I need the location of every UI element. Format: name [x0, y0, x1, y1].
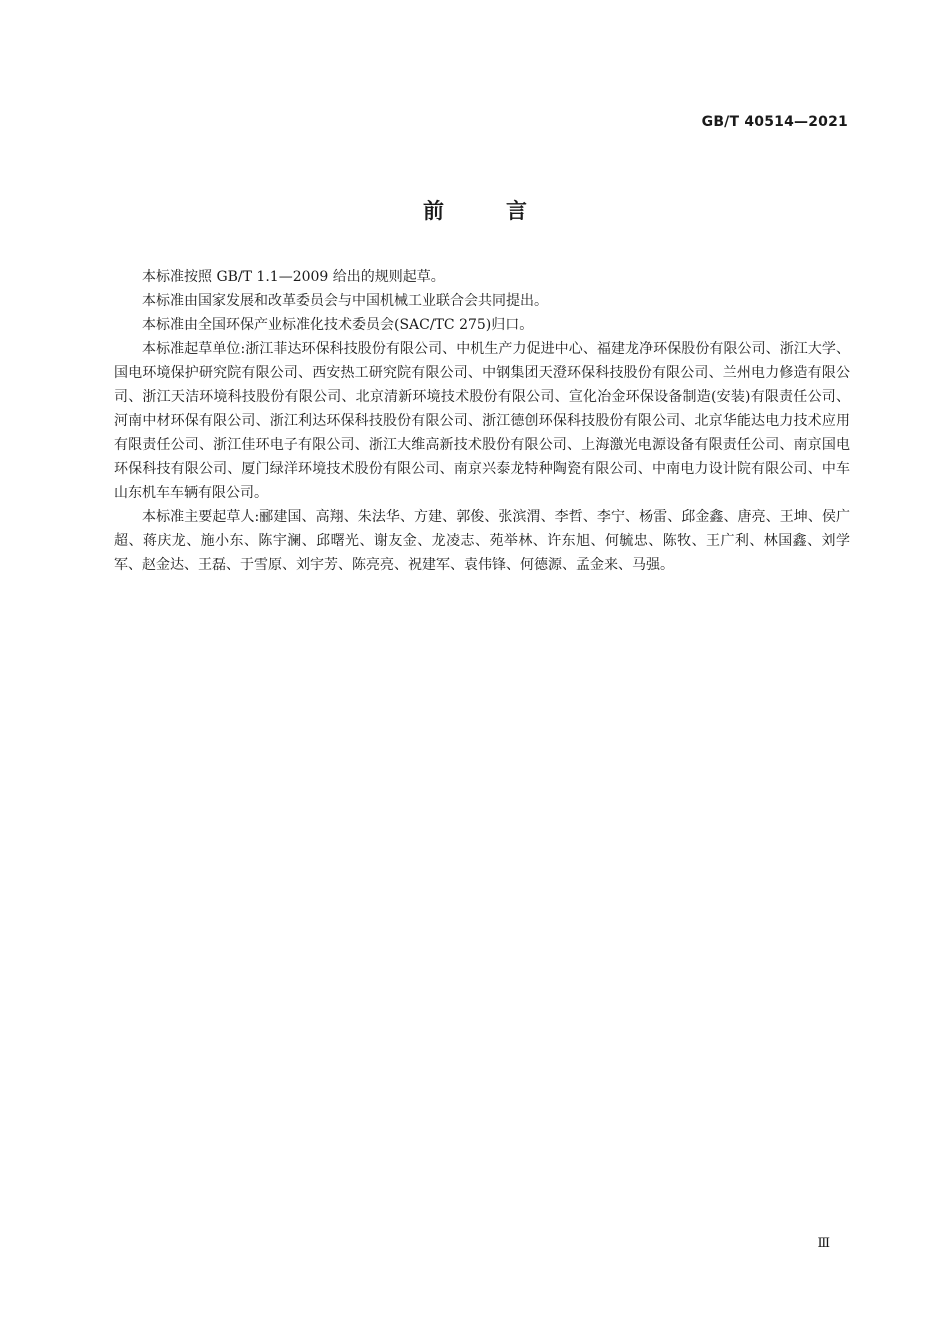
- page-title: 前言: [423, 199, 589, 223]
- foreword-body: [114, 265, 850, 577]
- page-number: Ⅲ: [817, 1236, 830, 1251]
- paragraph-proposer: 本标准由国家发展和改革委员会与中国机械工业联合会共同提出。: [142, 293, 548, 309]
- paragraph-drafters: 本标准主要起草人:郦建国、高翔、朱法华、方建、郭俊、张滨渭、李哲、李宁、杨雷、邱金鑫、唐亮、王坤、侯广超、蒋庆龙、施小东、陈宇澜、邱曙光、谢友金、龙凌志、苑举林、许东旭、何毓忠、陈牧、王广利、林国鑫、刘学军、赵金达、王磊、于雪原、刘宇芳、陈亮亮、祝建军、袁伟锋、何德源、孟金来、马强。: [114, 509, 850, 573]
- paragraph-drafting-units: 本标准起草单位:浙江菲达环保科技股份有限公司、中机生产力促进中心、福建龙净环保股份有限公司、浙江大学、国电环境保护研究院有限公司、西安热工研究院有限公司、中钢集团天澄环保科技股份有限公司、兰州电力修造有限公司、浙江天洁环境科技股份有限公司、北京清新环境技术股份有限公司、宣化冶金环保设备制造(安装)有限责任公司、河南中材环保有限公司、浙江利达环保科技股份有限公司、浙江德创环保科技股份有限公司、北京华能达电力技术应用有限责任公司、浙江佳环电子有限公司、浙江大维高新技术股份有限公司、上海激光电源设备有限责任公司、南京国电环保科技有限公司、厦门绿洋环境技术股份有限公司、南京兴泰龙特种陶瓷有限公司、中南电力设计院有限公司、中车山东机车车辆有限公司。: [114, 341, 850, 501]
- paragraph-drafting-rules: 本标准按照 GB/T 1.1—2009 给出的规则起草。: [142, 269, 445, 285]
- paragraph-committee: 本标准由全国环保产业标准化技术委员会(SAC/TC 275)归口。: [142, 317, 534, 333]
- standard-code: GB/T 40514—2021: [701, 114, 848, 130]
